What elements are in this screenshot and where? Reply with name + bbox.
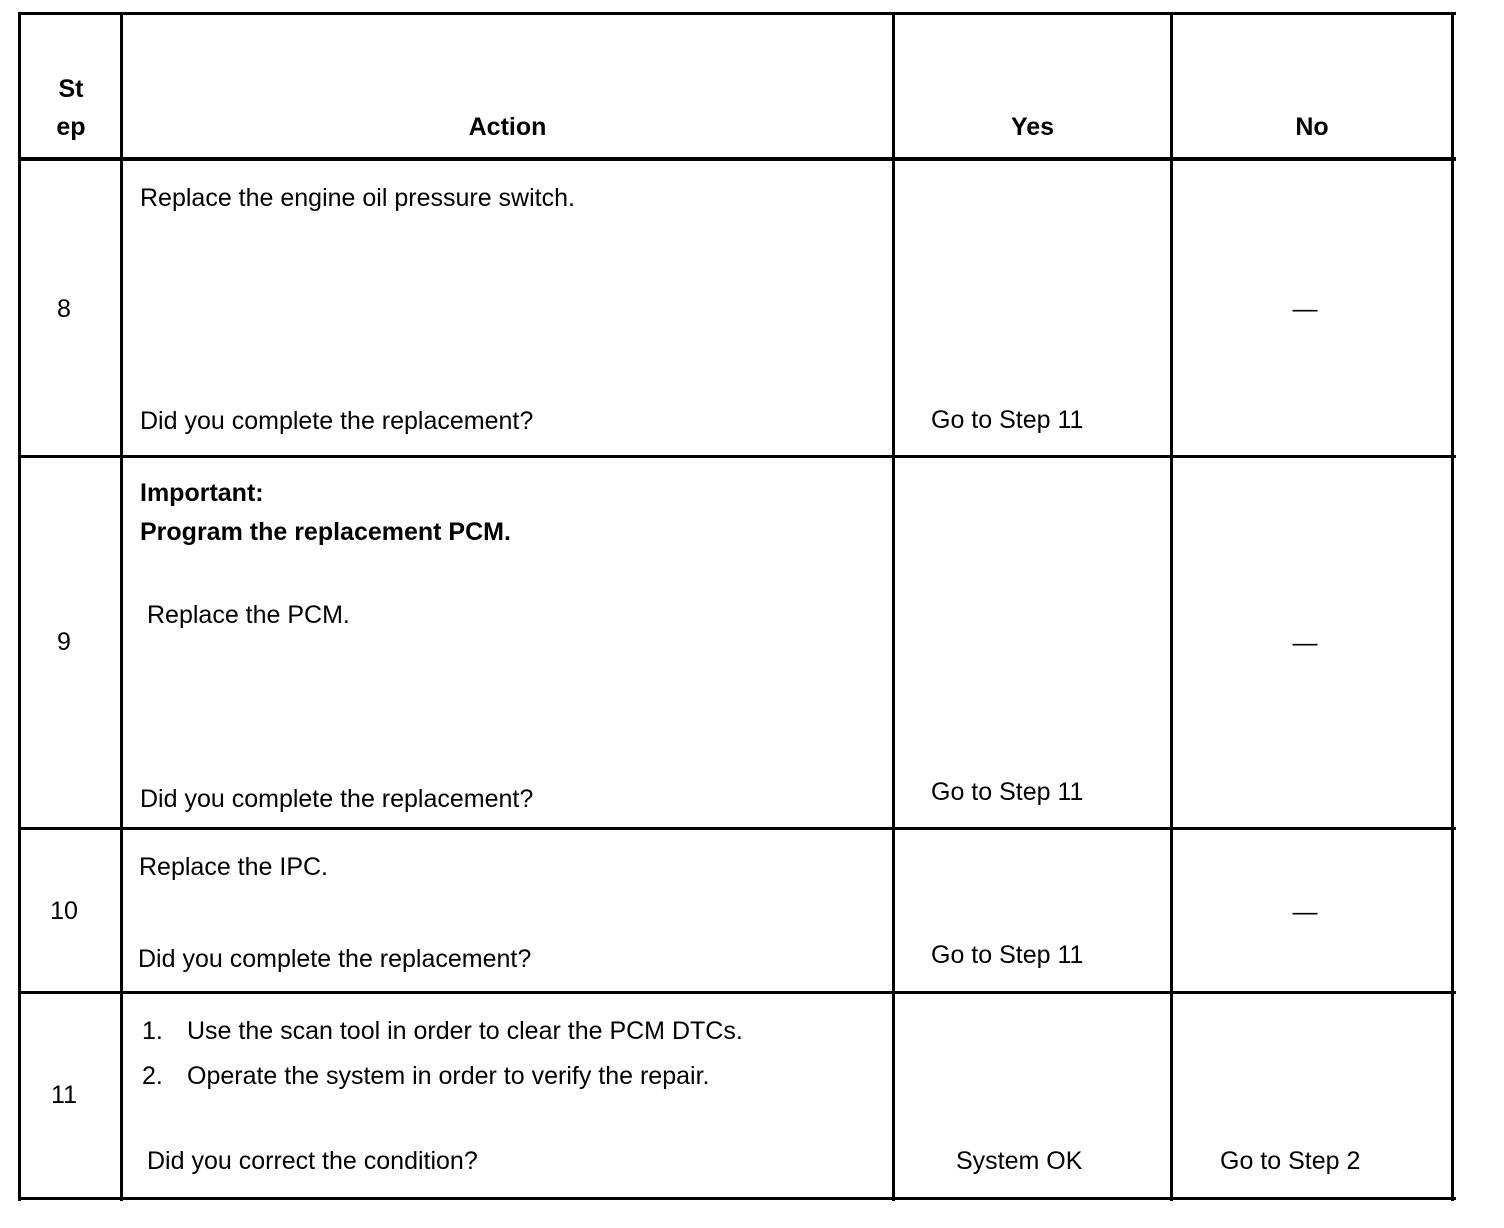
header-no: No <box>1295 113 1329 141</box>
no-result: Go to Step 2 <box>1220 1147 1361 1175</box>
step-number: 8 <box>57 295 71 323</box>
step-number: 11 <box>51 1081 77 1109</box>
action-question: Did you complete the replacement? <box>138 945 532 973</box>
important-text: Program the replacement PCM. <box>140 518 511 546</box>
header-yes: Yes <box>1010 113 1055 141</box>
column-divider-yes-no <box>1170 12 1173 1201</box>
yes-result: Go to Step 11 <box>931 406 1084 434</box>
important-label: Important: <box>140 479 264 507</box>
action-instruction: Replace the IPC. <box>139 853 328 881</box>
action-question: Did you complete the replacement? <box>140 785 534 813</box>
header-step-line2: ep <box>56 113 86 141</box>
table-border-right <box>1451 12 1454 1201</box>
yes-result: Go to Step 11 <box>931 941 1084 969</box>
step-number: 9 <box>57 628 71 656</box>
header-action: Action <box>468 113 547 141</box>
column-divider-step-action <box>120 12 123 1201</box>
row-divider-9-10 <box>18 827 1456 830</box>
action-instruction: Replace the engine oil pressure switch. <box>140 184 575 212</box>
no-result: — <box>1292 295 1318 323</box>
yes-result: System OK <box>956 1147 1083 1175</box>
table-border-bottom <box>18 1197 1456 1200</box>
action-instruction: Replace the PCM. <box>147 601 350 629</box>
list-item-number: 2. <box>142 1062 163 1090</box>
table-border-top <box>18 12 1456 15</box>
table-border-left <box>18 12 21 1201</box>
action-question: Did you complete the replacement? <box>140 407 534 435</box>
list-item-number: 1. <box>142 1017 163 1045</box>
yes-result: Go to Step 11 <box>931 778 1084 806</box>
list-item-text: Use the scan tool in order to clear the PCM DTCs. <box>187 1017 743 1045</box>
row-divider-8-9 <box>18 455 1456 458</box>
action-question: Did you correct the condition? <box>147 1147 478 1175</box>
list-item-text: Operate the system in order to verify the repair. <box>187 1062 710 1090</box>
header-divider <box>18 157 1456 161</box>
column-divider-action-yes <box>892 12 895 1201</box>
step-number: 10 <box>50 897 78 925</box>
row-divider-10-11 <box>18 991 1456 994</box>
no-result: — <box>1292 629 1318 657</box>
header-step-line1: St <box>58 75 84 103</box>
no-result: — <box>1292 898 1318 926</box>
